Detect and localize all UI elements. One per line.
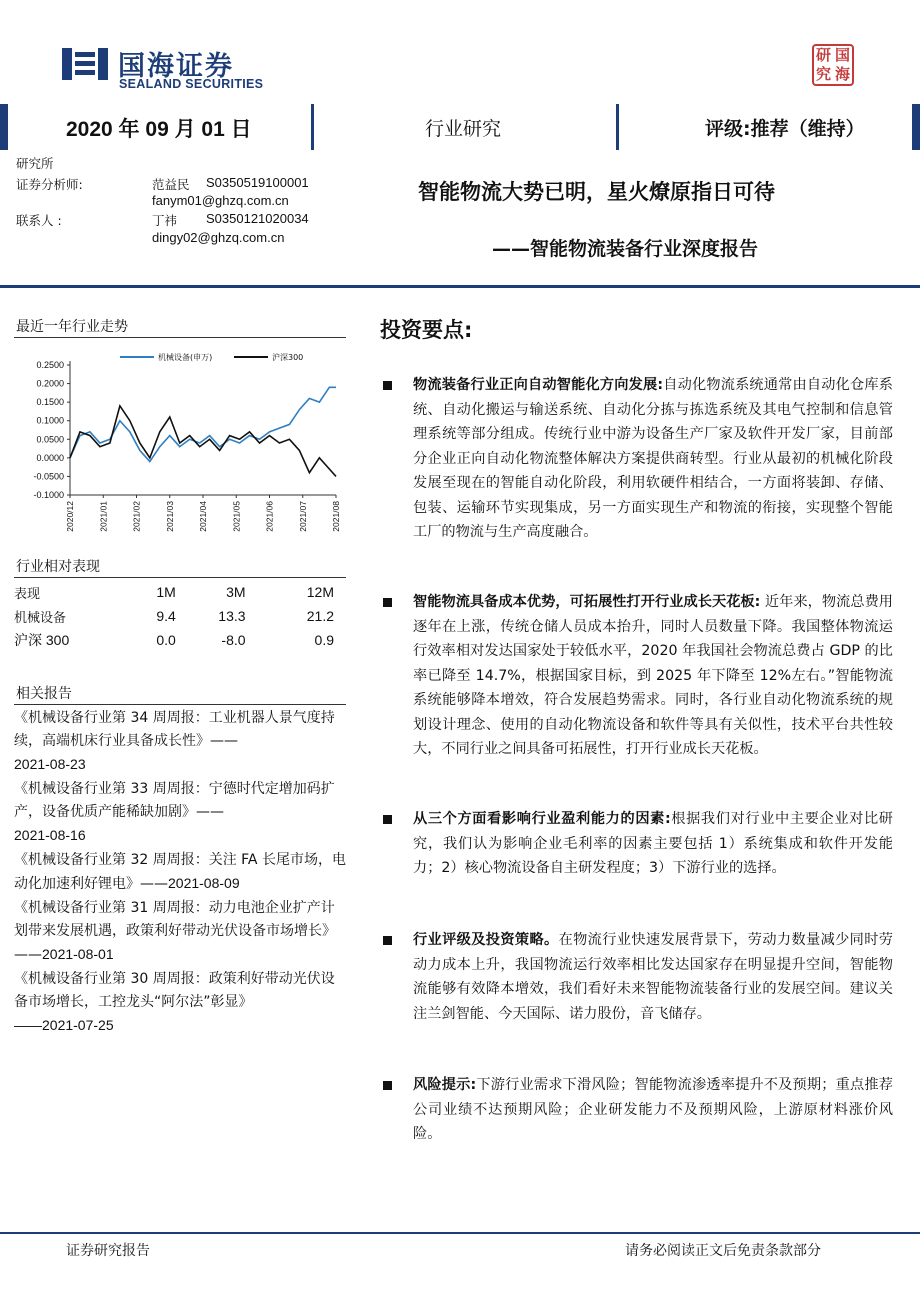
key-point-5 bbox=[413, 1073, 893, 1147]
top-rule bbox=[0, 285, 920, 288]
analyst-label: 证券分析师: bbox=[16, 177, 83, 192]
table-cell: 9.4 bbox=[156, 608, 176, 624]
key-point-lead: 智能物流具备成本优势，可拓展性打开行业成长天花板: bbox=[413, 594, 761, 610]
sub-title: ——智能物流装备行业深度报告 bbox=[492, 238, 759, 260]
table-cell: 0.9 bbox=[314, 632, 334, 648]
key-point-lead: 物流装备行业正向自动智能化方向发展: bbox=[413, 377, 664, 393]
key-point-4 bbox=[413, 928, 893, 1026]
section-rule bbox=[14, 577, 346, 578]
key-point-lead: 风险提示: bbox=[413, 1077, 477, 1093]
legend-label: 机械设备(申万) bbox=[158, 353, 213, 362]
table-header-cell: 3M bbox=[226, 584, 246, 600]
related-report-title: 《机械设备行业第 31 周周报：动力电池企业扩产计划带来发展机遇，政策利好带动光伏设备市场增长》—— bbox=[14, 900, 336, 963]
bullet-icon bbox=[383, 1081, 392, 1090]
x-tick-label: 2021/05 bbox=[231, 501, 242, 532]
bullet-icon bbox=[383, 598, 392, 607]
dept-label: 研究所 bbox=[16, 156, 54, 171]
related-report-date: 2021-08-23 bbox=[14, 756, 86, 772]
legend-label: 沪深300 bbox=[272, 353, 304, 362]
list-item[interactable] bbox=[14, 897, 346, 967]
analyst-cert: S0350519100001 bbox=[206, 175, 309, 190]
sealand-logo-icon bbox=[62, 44, 108, 84]
list-item[interactable] bbox=[14, 968, 346, 1038]
key-points-title: 投资要点: bbox=[380, 318, 473, 342]
related-report-date: 2021-08-01 bbox=[42, 946, 114, 962]
bullet-icon bbox=[383, 815, 392, 824]
y-tick-label: 0.2000 bbox=[36, 378, 64, 389]
banner-divider bbox=[616, 104, 619, 150]
x-tick-label: 2021/01 bbox=[98, 501, 109, 532]
contact-email[interactable]: dingy02@ghzq.com.cn bbox=[152, 230, 285, 245]
table-cell: -8.0 bbox=[221, 632, 246, 648]
footer-rule bbox=[0, 1232, 920, 1234]
related-report-title: 《机械设备行业第 30 周周报：政策利好带动光伏设备市场增长，工控龙头“阿尔法”彰显》 bbox=[14, 971, 335, 1010]
key-point-lead: 从三个方面看影响行业盈利能力的因素: bbox=[413, 811, 671, 827]
table-cell: 机械设备 bbox=[14, 610, 67, 626]
contact-label: 联系人 : bbox=[16, 213, 62, 228]
key-point-lead: 行业评级及投资策略。 bbox=[413, 932, 559, 948]
main-title: 智能物流大势已明，星火燎原指日可待 bbox=[418, 180, 775, 204]
table-row bbox=[14, 604, 346, 628]
key-point-body: 在物流行业快速发展背景下，劳动力数量减少同时劳动力成本上升，我国物流运行效率相比发达国家存在明显提升空间，智能物流能够有效降本增效，我们看好未来智能物流装备行业的发展空间。建议关注兰剑智能、今天国际、诺力股份，音飞储存。 bbox=[413, 932, 893, 1022]
key-point-body: 近年来，物流总费用逐年在上涨，传统仓储人员成本抬升，同时人员数量下降。我国整体物流运行效率相对发达国家处于较低水平，2020 年我国社会物流总费占 GDP 的比率已降至 14.7%，根据国家目标，到 2025 年下降至 12%左右。”智能物流系统能够降本增效，符合发展趋势需求。同时，各行业自动化物流系统的规划设计理念、使用的自动化物流设备和软件等具有关似性，技术平台共性较大，不同行业之间具备可拓展性，打开行业成长天花板。 bbox=[413, 594, 893, 757]
key-point-3 bbox=[413, 807, 893, 881]
banner-divider bbox=[311, 104, 314, 150]
table-header-cell: 表现 bbox=[14, 586, 41, 602]
key-point-body: 下游行业需求下滑风险；智能物流渗透率提升不及预期；重点推荐公司业绩不达预期风险；企业研发能力不及预期风险，上游原材料涨价风险。 bbox=[413, 1077, 893, 1142]
y-tick-label: 0.0500 bbox=[36, 434, 64, 445]
related-report-title: 《机械设备行业第 33 周周报：宁德时代定增加码扩产，设备优质产能稀缺加剧》—— bbox=[14, 781, 335, 820]
related-report-list bbox=[14, 707, 346, 1038]
x-tick-label: 2021/08 bbox=[331, 501, 341, 532]
analyst-name: 范益民 bbox=[152, 177, 190, 192]
y-tick-label: -0.0500 bbox=[33, 471, 64, 482]
performance-heading: 行业相对表现 bbox=[16, 559, 100, 575]
footer-left: 证券研究报告 bbox=[66, 1243, 150, 1259]
x-tick-label: 2021/04 bbox=[198, 501, 208, 532]
table-cell: 沪深 300 bbox=[14, 632, 70, 648]
company-name-en: SEALAND SECURITIES bbox=[119, 77, 264, 91]
report-type: 行业研究 bbox=[425, 118, 502, 140]
list-item[interactable] bbox=[14, 849, 346, 896]
seal-char: 国 bbox=[834, 46, 850, 64]
seal-char: 海 bbox=[834, 65, 850, 83]
y-tick-label: 0.2500 bbox=[36, 360, 64, 370]
performance-table bbox=[14, 580, 346, 652]
report-date: 2020 年 09 月 01 日 bbox=[66, 118, 252, 141]
company-name-cn: 国海证券 bbox=[118, 51, 234, 82]
y-tick-label: -0.1000 bbox=[33, 490, 64, 500]
table-cell: 13.3 bbox=[218, 608, 246, 624]
bullet-icon bbox=[383, 936, 392, 945]
y-tick-label: 0.1000 bbox=[36, 415, 64, 426]
related-report-date: ——2021-07-25 bbox=[14, 1017, 114, 1033]
x-tick-label: 2021/06 bbox=[264, 501, 275, 532]
trend-chart bbox=[14, 345, 346, 545]
key-point-body: 根据我们对行业中主要企业对比研究，我们认为影响企业毛利率的因素主要包括 1）系统集成和软件开发能力；2）核心物流设备自主研发程度；3）下游行业的选择。 bbox=[413, 811, 893, 876]
contact-cert: S0350121020034 bbox=[206, 211, 309, 226]
x-tick-label: 2021/02 bbox=[131, 501, 142, 532]
key-point-body: 自动化物流系统通常由自动化仓库系统、自动化搬运与输送系统、自动化分拣与拣选系统及其电气控制和信息管理系统等部分组成。传统行业中游为设备生产厂家及软件开发厂家，目前部分企业正向自动化物流整体解决方案提供商转型。行业从最初的机械化阶段发展至现在的智能自动化阶段，利用软硬件相结合，一方面将装卸、存储、包装、运输环节实现集成，另一方面实现生产和物流的衔接，实现整个智能工厂的物流与生产高度融合。 bbox=[413, 377, 893, 540]
x-tick-label: 2021/07 bbox=[297, 501, 308, 532]
related-report-title: 《机械设备行业第 34 周周报：工业机器人景气度持续，高端机床行业具备成长性》—— bbox=[14, 710, 335, 749]
section-rule bbox=[14, 337, 346, 338]
section-rule bbox=[14, 704, 346, 705]
bullet-icon bbox=[383, 381, 392, 390]
table-cell: 21.2 bbox=[306, 608, 334, 624]
table-row bbox=[14, 628, 346, 652]
seal-char: 究 bbox=[815, 65, 831, 83]
seal-char: 研 bbox=[815, 46, 831, 64]
related-report-date: 2021-08-09 bbox=[168, 875, 240, 891]
footer-right: 请务必阅读正文后免责条款部分 bbox=[625, 1243, 821, 1259]
list-item[interactable] bbox=[14, 707, 346, 777]
key-point-1 bbox=[413, 373, 893, 545]
table-cell: 0.0 bbox=[156, 632, 176, 648]
related-heading: 相关报告 bbox=[16, 686, 72, 702]
trend-heading: 最近一年行业走势 bbox=[16, 319, 128, 335]
series-line bbox=[70, 387, 336, 461]
research-seal bbox=[812, 44, 854, 86]
contact-name: 丁祎 bbox=[152, 213, 178, 228]
y-tick-label: 0.0000 bbox=[36, 452, 64, 463]
key-point-2 bbox=[413, 590, 893, 762]
related-report-title: 《机械设备行业第 32 周周报：关注 FA 长尾市场，电动化加速利好锂电》—— bbox=[14, 852, 346, 892]
table-header-row bbox=[14, 580, 346, 604]
report-rating: 评级:推荐（维持） bbox=[705, 118, 865, 140]
table-header-cell: 12M bbox=[306, 584, 334, 600]
y-tick-label: 0.1500 bbox=[36, 397, 64, 408]
analyst-email[interactable]: fanym01@ghzq.com.cn bbox=[152, 193, 289, 208]
x-tick-label: 2021/03 bbox=[164, 501, 175, 532]
x-tick-label: 2020/12 bbox=[65, 501, 75, 532]
related-report-date: 2021-08-16 bbox=[14, 827, 86, 843]
list-item[interactable] bbox=[14, 778, 346, 848]
table-header-cell: 1M bbox=[156, 584, 176, 600]
